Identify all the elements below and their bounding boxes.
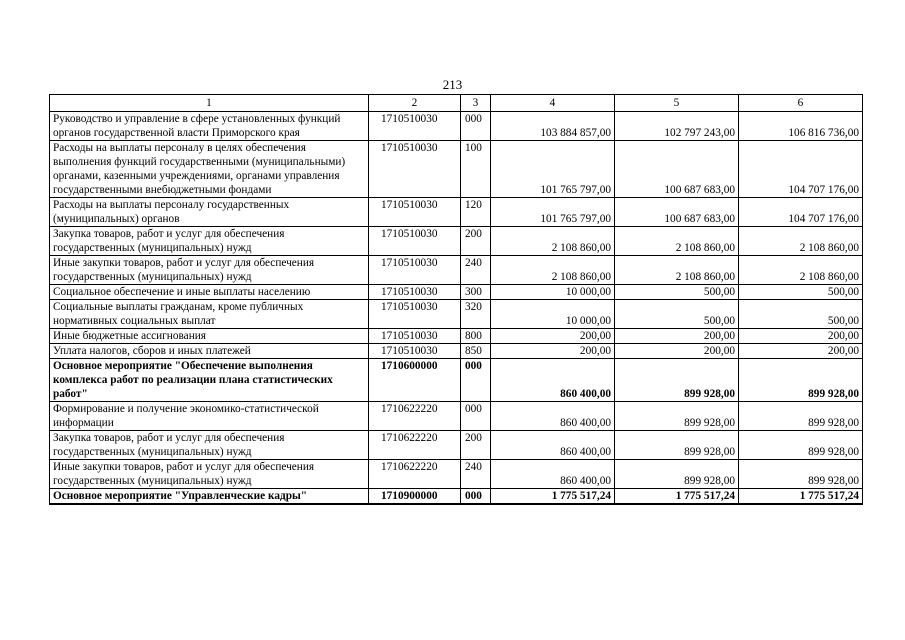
table-row [50,285,863,300]
row-name: Основное мероприятие "Управленческие кадры" [50,489,369,505]
row-code: 1710622220 [369,460,461,489]
table-row [50,227,863,256]
table-row [50,344,863,359]
row-value-5: 100 687 683,00 [615,141,739,198]
row-value-5: 2 108 860,00 [615,227,739,256]
row-name: Расходы на выплаты персоналу в целях обеспечения выполнения функций государственными (муниципальными) органами, казенными учреждениями, органами управления государственными внебюджетными фондами [50,141,369,198]
row-value-6: 200,00 [739,329,863,344]
table-row [50,300,863,329]
row-value-4: 860 400,00 [491,402,615,431]
table-row [50,112,863,141]
row-expense-type: 000 [461,359,491,402]
row-name: Уплата налогов, сборов и иных платежей [50,344,369,359]
row-expense-type: 200 [461,431,491,460]
row-expense-type: 100 [461,141,491,198]
row-code: 1710510030 [369,300,461,329]
row-value-5: 899 928,00 [615,460,739,489]
row-code: 1710510030 [369,329,461,344]
table-row [50,402,863,431]
row-value-5: 899 928,00 [615,431,739,460]
row-code: 1710510030 [369,344,461,359]
row-value-5: 200,00 [615,329,739,344]
row-value-6: 2 108 860,00 [739,256,863,285]
row-code: 1710510030 [369,227,461,256]
table-row [50,256,863,285]
row-value-6: 899 928,00 [739,460,863,489]
row-expense-type: 800 [461,329,491,344]
table-row-main-event [50,489,863,505]
header-row [50,95,863,112]
row-code: 1710622220 [369,431,461,460]
row-expense-type: 000 [461,402,491,431]
row-expense-type: 240 [461,256,491,285]
row-name: Социальное обеспечение и иные выплаты населению [50,285,369,300]
row-value-6: 106 816 736,00 [739,112,863,141]
row-name: Социальные выплаты гражданам, кроме публичных нормативных социальных выплат [50,300,369,329]
row-value-4: 200,00 [491,329,615,344]
row-value-6: 899 928,00 [739,402,863,431]
row-value-6: 500,00 [739,300,863,329]
row-value-5: 102 797 243,00 [615,112,739,141]
row-value-6: 104 707 176,00 [739,198,863,227]
row-value-5: 500,00 [615,285,739,300]
row-expense-type: 320 [461,300,491,329]
column-header-4: 4 [491,95,615,112]
table-row [50,460,863,489]
row-name: Закупка товаров, работ и услуг для обеспечения государственных (муниципальных) нужд [50,431,369,460]
row-expense-type: 200 [461,227,491,256]
row-value-4: 860 400,00 [491,431,615,460]
row-name: Формирование и получение экономико-статистической информации [50,402,369,431]
row-value-4: 101 765 797,00 [491,198,615,227]
row-value-5: 2 108 860,00 [615,256,739,285]
row-value-4: 2 108 860,00 [491,256,615,285]
row-name: Руководство и управление в сфере установленных функций органов государственной власти Приморского края [50,112,369,141]
row-value-5: 899 928,00 [615,359,739,402]
column-header-3: 3 [461,95,491,112]
row-expense-type: 240 [461,460,491,489]
budget-table [49,94,863,505]
column-header-2: 2 [369,95,461,112]
row-name: Иные бюджетные ассигнования [50,329,369,344]
table-row [50,431,863,460]
table-row [50,198,863,227]
row-value-6: 2 108 860,00 [739,227,863,256]
row-expense-type: 300 [461,285,491,300]
row-code: 1710510030 [369,112,461,141]
row-code: 1710510030 [369,198,461,227]
row-code: 1710510030 [369,141,461,198]
row-name: Иные закупки товаров, работ и услуг для обеспечения государственных (муниципальных) нужд [50,256,369,285]
row-expense-type: 000 [461,489,491,505]
row-value-4: 1 775 517,24 [491,489,615,505]
row-value-4: 10 000,00 [491,285,615,300]
row-value-6: 104 707 176,00 [739,141,863,198]
row-name: Закупка товаров, работ и услуг для обеспечения государственных (муниципальных) нужд [50,227,369,256]
row-expense-type: 850 [461,344,491,359]
row-value-6: 899 928,00 [739,359,863,402]
column-header-5: 5 [615,95,739,112]
row-value-5: 500,00 [615,300,739,329]
row-value-5: 899 928,00 [615,402,739,431]
row-value-4: 101 765 797,00 [491,141,615,198]
row-value-6: 200,00 [739,344,863,359]
row-value-4: 2 108 860,00 [491,227,615,256]
page-number: 213 [442,77,463,92]
table-row-main-event [50,359,863,402]
column-header-6: 6 [739,95,863,112]
row-code: 1710510030 [369,285,461,300]
table-row [50,141,863,198]
row-value-6: 500,00 [739,285,863,300]
row-value-5: 200,00 [615,344,739,359]
row-value-6: 899 928,00 [739,431,863,460]
row-value-4: 200,00 [491,344,615,359]
row-code: 1710510030 [369,256,461,285]
row-value-5: 1 775 517,24 [615,489,739,505]
row-value-4: 860 400,00 [491,460,615,489]
column-header-1: 1 [50,95,369,112]
row-value-5: 100 687 683,00 [615,198,739,227]
row-value-4: 103 884 857,00 [491,112,615,141]
row-code: 1710622220 [369,402,461,431]
row-expense-type: 120 [461,198,491,227]
row-name: Расходы на выплаты персоналу государственных (муниципальных) органов [50,198,369,227]
table-row [50,329,863,344]
row-expense-type: 000 [461,112,491,141]
row-name: Иные закупки товаров, работ и услуг для обеспечения государственных (муниципальных) нужд [50,460,369,489]
row-value-4: 10 000,00 [491,300,615,329]
row-value-6: 1 775 517,24 [739,489,863,505]
row-code: 1710600000 [369,359,461,402]
row-value-4: 860 400,00 [491,359,615,402]
row-name: Основное мероприятие "Обеспечение выполнения комплекса работ по реализации плана статистических работ" [50,359,369,402]
row-code: 1710900000 [369,489,461,505]
